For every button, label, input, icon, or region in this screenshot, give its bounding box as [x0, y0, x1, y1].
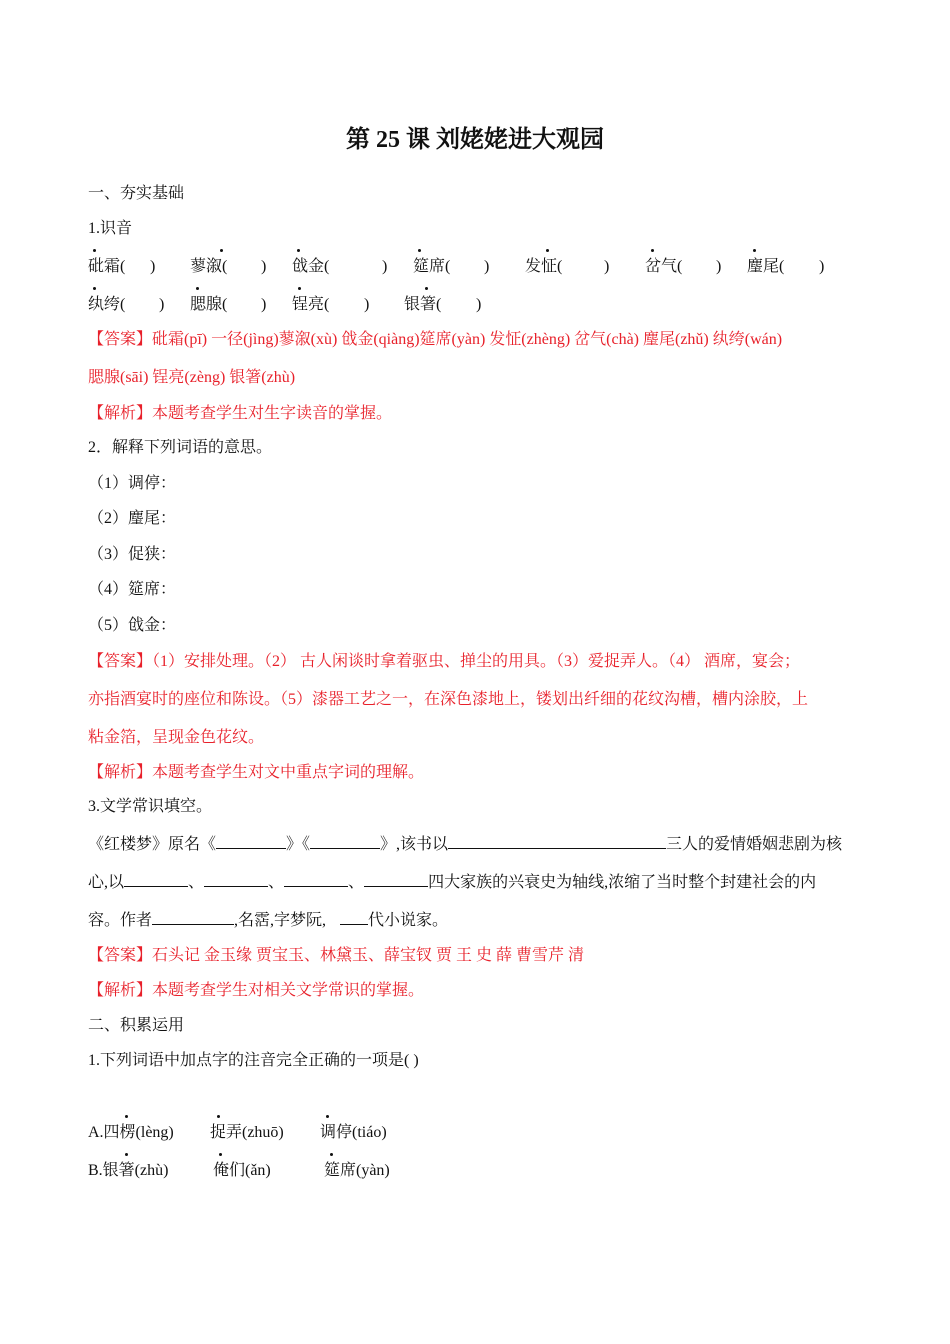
pinyin-item: 发怔( — [525, 258, 563, 275]
pinyin-close-paren: ) — [819, 258, 825, 275]
pinyin-item: 腮腺( — [190, 296, 228, 313]
answer-label: 【答案】 — [88, 331, 153, 348]
pinyin-item: 戗金( — [292, 258, 330, 275]
emphasis-dot — [93, 287, 96, 290]
pinyin-item: 麈尾( — [747, 258, 785, 275]
q1-analysis — [88, 404, 392, 424]
q3-line-2 — [88, 870, 816, 893]
q2-item: （1）调停： — [88, 475, 177, 492]
analysis-label: 【解析】 — [88, 764, 153, 781]
q2-item: （2）麈尾： — [88, 510, 177, 527]
pinyin-item: 蓼溆( — [190, 258, 228, 275]
pinyin-close-paren: ) — [484, 258, 490, 275]
answer-label: 【答案】 — [88, 947, 153, 964]
pinyin-close-paren: ) — [716, 258, 722, 275]
emphasis-dot — [125, 1115, 128, 1118]
analysis-text: 本题考查学生对生字读音的掌握。 — [152, 405, 393, 422]
mc-question: 1.下列词语中加点字的注音完全正确的一项是( ) — [88, 1052, 419, 1069]
q2-answer-line-3: 粘金箔，呈现金色花纹。 — [88, 729, 265, 746]
q1-answer-line-1 — [88, 330, 782, 350]
q3-text: 、 — [348, 874, 365, 891]
pinyin-item: 纨绔( — [88, 296, 126, 313]
pinyin-item: 砒霜( — [88, 258, 126, 275]
pinyin-close-paren: ) — [159, 296, 165, 313]
fill-blank[interactable] — [124, 870, 188, 887]
pinyin-close-paren: ) — [364, 296, 370, 313]
pinyin-close-paren: ) — [382, 258, 388, 275]
emphasis-dot — [196, 287, 199, 290]
fill-blank[interactable] — [284, 870, 348, 887]
answer-text: 砒霜(pī) 一径(jìng)蓼溆(xù) 戗金(qiàng)筵席(yàn) 发怔(zhèng) 岔气(chà) 麈尾(zhǔ) 纨绔(wán) — [152, 331, 783, 348]
pinyin-item: 锃亮( — [292, 296, 330, 313]
emphasis-dot — [651, 249, 654, 252]
option-word: B.银箸(zhù) — [88, 1162, 169, 1179]
analysis-text: 本题考查学生对文中重点字词的理解。 — [152, 764, 425, 781]
emphasis-dot — [326, 1115, 329, 1118]
emphasis-dot — [753, 249, 756, 252]
q3-text: 《红楼梦》原名《 — [88, 836, 217, 853]
pinyin-close-paren: ) — [476, 296, 482, 313]
q2-heading: 2．解释下列词语的意思。 — [88, 439, 273, 456]
q3-answer — [88, 946, 584, 966]
q3-text: 》《 — [286, 836, 311, 853]
option-word: 俺们(ǎn) — [213, 1162, 271, 1179]
emphasis-dot — [330, 1153, 333, 1156]
analysis-label: 【解析】 — [88, 982, 153, 999]
answer-text: （1）安排处理。（2） 古人闲谈时拿着驱虫、掸尘的用具。（3）爱捉弄人。（4） 酒席，宴会； — [152, 653, 801, 670]
page-title: 第 25 课 刘姥姥进大观园 — [346, 127, 604, 153]
fill-blank[interactable] — [364, 870, 428, 887]
fill-blank[interactable] — [310, 832, 380, 849]
fill-blank[interactable] — [152, 908, 234, 925]
q2-answer-line-1 — [88, 652, 800, 672]
answer-label: 【答案】 — [88, 653, 153, 670]
emphasis-dot — [425, 287, 428, 290]
fill-blank[interactable] — [448, 832, 666, 849]
q3-line-3 — [88, 908, 448, 931]
emphasis-dot — [298, 287, 301, 290]
option-word: 捉弄(zhuō) — [210, 1124, 284, 1141]
q2-item: （3）促狭： — [88, 546, 177, 563]
q2-item: （5）戗金： — [88, 617, 177, 634]
q1-answer-line-2: 腮腺(sāi) 锃亮(zèng) 银箸(zhù) — [88, 369, 296, 386]
q2-item: （4）筵席： — [88, 581, 177, 598]
q3-analysis — [88, 981, 424, 1001]
section-heading-2: 二、积累运用 — [88, 1017, 185, 1034]
answer-text: 石头记 金玉缘 贾宝玉、林黛玉、薛宝钗 贾 王 史 薛 曹雪芹 清 — [152, 947, 585, 964]
q3-text: 四大家族的兴衰史为轴线,浓缩了当时整个封建社会的内 — [428, 874, 817, 891]
pinyin-close-paren: ) — [604, 258, 610, 275]
analysis-label: 【解析】 — [88, 405, 153, 422]
q3-text: 心,以 — [88, 874, 125, 891]
q3-heading: 3.文学常识填空。 — [88, 798, 213, 815]
pinyin-item: 银箸( — [404, 296, 442, 313]
option-word: 筵席(yàn) — [324, 1162, 390, 1179]
fill-blank[interactable] — [216, 832, 286, 849]
pinyin-item: 筵席( — [413, 258, 451, 275]
emphasis-dot — [418, 249, 421, 252]
q3-text: 、 — [188, 874, 205, 891]
emphasis-dot — [297, 249, 300, 252]
section-heading-1: 一、夯实基础 — [88, 185, 185, 202]
option-word: A.四楞(lèng) — [88, 1124, 174, 1141]
emphasis-dot — [217, 1115, 220, 1118]
fill-blank[interactable] — [340, 908, 368, 925]
pinyin-close-paren: ) — [261, 258, 267, 275]
emphasis-dot — [219, 1153, 222, 1156]
emphasis-dot — [546, 249, 549, 252]
emphasis-dot — [93, 249, 96, 252]
analysis-text: 本题考查学生对相关文学常识的掌握。 — [152, 982, 425, 999]
emphasis-dot — [125, 1153, 128, 1156]
pinyin-close-paren: ) — [261, 296, 267, 313]
option-word: 调停(tiáo) — [320, 1124, 387, 1141]
q3-line-1 — [88, 832, 842, 855]
q1-heading: 1.识音 — [88, 220, 133, 237]
q3-text: 》,该书以 — [380, 836, 449, 853]
pinyin-item: 岔气( — [645, 258, 683, 275]
q3-text: 代小说家。 — [368, 912, 449, 929]
q3-text: ,名霑,字梦阮, — [234, 912, 327, 929]
q2-analysis — [88, 763, 424, 783]
pinyin-close-paren: ) — [150, 258, 156, 275]
emphasis-dot — [220, 249, 223, 252]
fill-blank[interactable] — [204, 870, 268, 887]
q2-answer-line-2: 亦指酒宴时的座位和陈设。（5）漆器工艺之一，在深色漆地上，镂划出纤细的花纹沟槽，槽内涂胶，上 — [88, 691, 809, 708]
q3-text: 、 — [268, 874, 285, 891]
q3-text: 容。作者 — [88, 912, 153, 929]
q3-text: 三人的爱情婚姻悲剧为核 — [666, 836, 843, 853]
